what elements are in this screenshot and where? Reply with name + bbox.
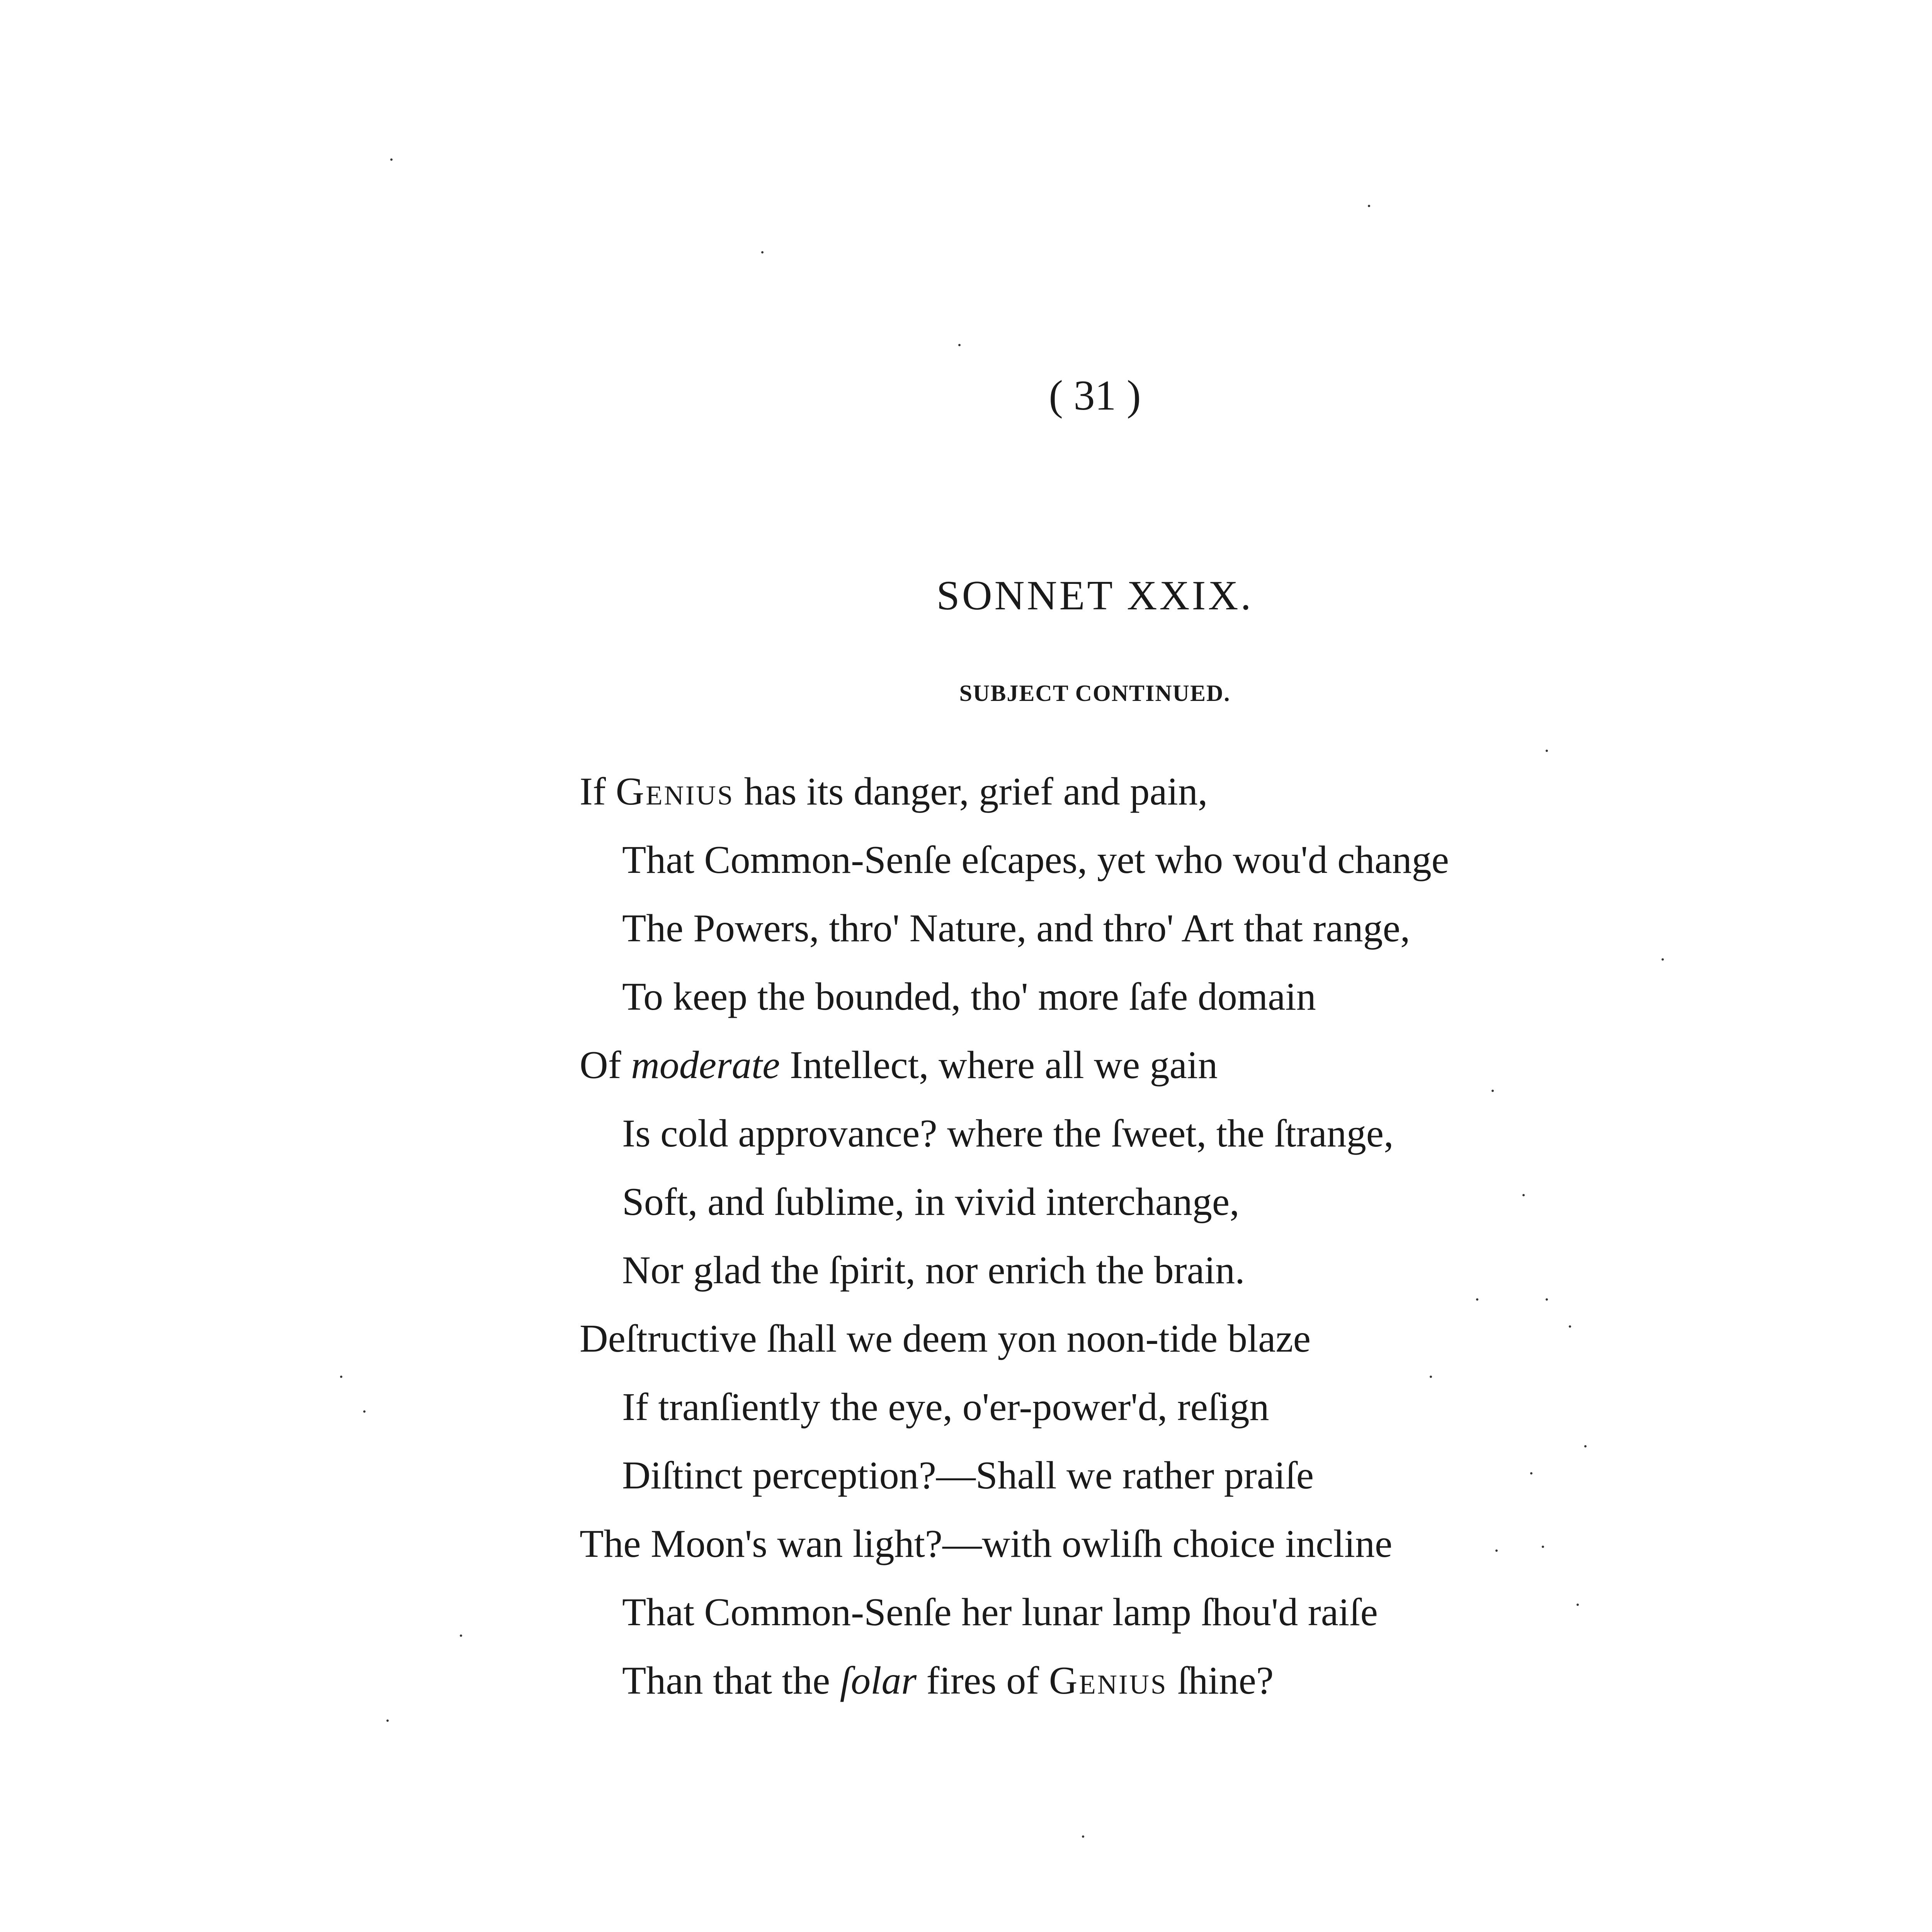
- poem-line-4-segment-1: To keep the bounded, tho' more ſafe domain: [622, 975, 1316, 1019]
- poem-line-3: [580, 894, 1623, 963]
- poem-line-5-segment-3: Intellect, where all we gain: [780, 1043, 1218, 1087]
- poem-line-5-segment-2: moderate: [631, 1043, 780, 1087]
- poem-line-13: [580, 1578, 1623, 1646]
- poem-line-8-segment-1: Nor glad the ſpirit, nor enrich the brain.: [622, 1248, 1245, 1292]
- poem-line-14-segment-2: ſolar: [840, 1659, 917, 1702]
- speck-20: [1577, 1604, 1579, 1606]
- speck-16: [340, 1376, 342, 1378]
- poem-line-1: [580, 757, 1623, 826]
- speck-9: [1522, 1194, 1525, 1196]
- poem-line-14-segment-4: Genius: [1049, 1659, 1168, 1702]
- speck-18: [460, 1634, 462, 1637]
- speck-2: [761, 251, 764, 253]
- speck-4: [958, 344, 961, 346]
- speck-17: [363, 1410, 366, 1413]
- speck-5: [1546, 750, 1548, 752]
- speck-22: [1082, 1835, 1084, 1838]
- speck-7: [1492, 1090, 1494, 1092]
- poem-line-13-segment-1: That Common-Senſe her lunar lamp ſhou'd raiſe: [622, 1590, 1378, 1634]
- page-number: ( 31 ): [1049, 372, 1141, 419]
- poem-line-3-segment-1: The Powers, thro' Nature, and thro' Art that range,: [622, 906, 1410, 950]
- poem-line-5: [580, 1031, 1623, 1099]
- poem-line-2-segment-1: That Common-Senſe eſcapes, yet who wou'd change: [622, 838, 1449, 882]
- poem-line-12-segment-1: The Moon's wan light?—with owliſh choice incline: [580, 1522, 1393, 1566]
- speck-19: [386, 1719, 389, 1722]
- speck-3: [1368, 205, 1370, 207]
- poem-line-8: [580, 1236, 1623, 1304]
- speck-15: [1542, 1546, 1544, 1548]
- poem-line-4: [580, 963, 1623, 1031]
- speck-12: [1430, 1376, 1432, 1378]
- poem-line-6-segment-1: Is cold approvance? where the ſweet, the ſtrange,: [622, 1112, 1394, 1155]
- poem-line-14-segment-1: Than that the: [622, 1659, 840, 1702]
- poem-line-10-segment-1: If tranſiently the eye, o'er-power'd, reſign: [622, 1385, 1269, 1429]
- poem-line-9-segment-1: Deſtructive ſhall we deem yon noon-tide blaze: [580, 1317, 1311, 1361]
- speck-10: [1546, 1298, 1548, 1301]
- poem-line-2: [580, 826, 1623, 894]
- speck-13: [1530, 1472, 1532, 1475]
- poem-line-7: [580, 1168, 1623, 1236]
- poem-line-1-segment-2: Genius: [616, 770, 735, 813]
- speck-8: [1476, 1298, 1478, 1301]
- poem-line-7-segment-1: Soft, and ſublime, in vivid interchange,: [622, 1180, 1240, 1224]
- poem-line-1-segment-3: has its danger, grief and pain,: [734, 770, 1208, 813]
- poem-line-10: [580, 1373, 1623, 1441]
- speck-14: [1584, 1445, 1587, 1447]
- poem-line-6: [580, 1099, 1623, 1168]
- poem-line-11-segment-1: Diſtinct perception?—Shall we rather praiſe: [622, 1454, 1314, 1497]
- speck-11: [1569, 1325, 1571, 1328]
- sonnet-subtitle: SUBJECT CONTINUED.: [959, 680, 1231, 706]
- speck-21: [1495, 1549, 1498, 1552]
- poem-line-12: [580, 1510, 1623, 1578]
- poem-line-1-segment-1: If: [580, 770, 616, 813]
- poem-line-11: [580, 1441, 1623, 1510]
- poem-line-9: [580, 1304, 1623, 1373]
- speck-1: [390, 158, 393, 161]
- sonnet-title: SONNET XXIX.: [936, 573, 1253, 619]
- poem-line-14-segment-5: ſhine?: [1167, 1659, 1274, 1702]
- poem-line-5-segment-1: Of: [580, 1043, 631, 1087]
- poem-line-14: [580, 1646, 1623, 1715]
- poem-line-14-segment-3: fires of: [917, 1659, 1049, 1702]
- speck-6: [1662, 958, 1664, 961]
- poem-body: [580, 757, 1623, 1715]
